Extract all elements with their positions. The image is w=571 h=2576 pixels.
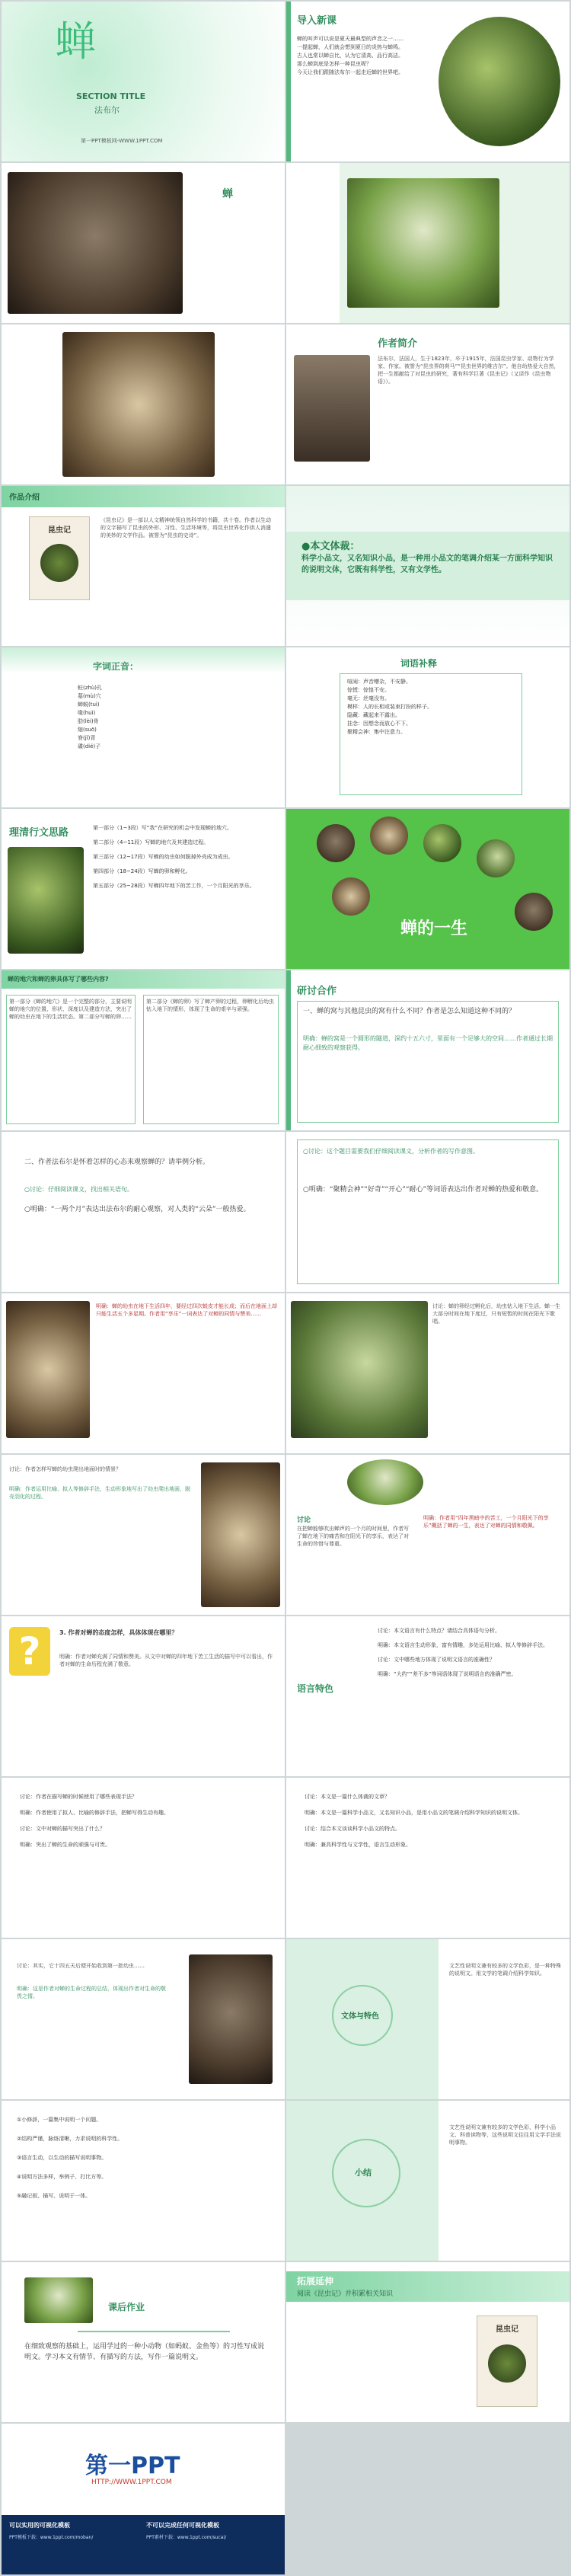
discussion-question: 讨论：作者怎样写蝉的幼虫爬出地面时的情景？ xyxy=(9,1466,121,1472)
pronunciation-list xyxy=(78,684,230,751)
list-item: 第五部分（25~28段）写蝉四年地下的苦工作，一个月阳光的享乐。 xyxy=(93,883,255,889)
slide-heading: 拓展延伸 xyxy=(297,2276,334,2287)
ad-col1-heading: 可以实用的可视化模板 xyxy=(9,2522,70,2529)
slide-heading: 导入新课 xyxy=(297,15,337,27)
list-item: 明确：突出了蝉的生命的顽强与可贵。 xyxy=(20,1842,110,1848)
header-band xyxy=(2,486,285,507)
discussion-question: 一、蝉的窝与其他昆虫的窝有什么不同？作者是怎么知道这种不同的？ xyxy=(303,1008,516,1015)
list-item: 一提起蝉，人们就会想到夏日的炎热与蝉鸣。 xyxy=(297,44,404,50)
slide-heading: 文体与特色 xyxy=(341,2012,379,2021)
ad-col1-link[interactable]: PPT模板下载：www.1ppt.com/moban/ xyxy=(9,2535,94,2540)
slide-discuss-2 xyxy=(2,1132,285,1292)
slide-cicada-leaf xyxy=(286,163,569,323)
cicada-label: 蝉 xyxy=(222,188,233,200)
list-item: 毫无：丝毫没有。 xyxy=(347,695,390,702)
discussion-question: 二、作者法布尔是怀着怎样的心态来观察蝉的？请举例分析。 xyxy=(24,1159,210,1166)
genre-heading: ●本文体裁： xyxy=(301,541,360,552)
discussion-tip: ○讨论：仔细阅读课文，找出相关语句。 xyxy=(24,1186,133,1193)
list-item: 墓(mù)穴 xyxy=(78,693,101,699)
outline-list xyxy=(93,824,276,890)
summary-body: 文艺性说明文兼有较多的文学色彩，科学小品文、科普读物等，这些说明文往往用文学手法说明事物。 xyxy=(449,2124,561,2146)
list-item: 明确：本文语言生动形象，富有情趣，多处运用比喻、拟人等修辞手法。 xyxy=(378,1642,548,1648)
slide-characteristics xyxy=(2,2101,285,2261)
cicada-photo xyxy=(189,1954,273,2084)
title-text: 蝉 xyxy=(55,18,96,66)
slide-language xyxy=(286,1616,569,1776)
section-title: SECTION TITLE xyxy=(76,91,146,101)
book-title: 昆虫记 xyxy=(496,2325,518,2334)
cicada-photo xyxy=(8,847,84,954)
homework-body: 在细致观察的基础上，运用学过的一种小动物（如蚂蚁、金鱼等）的习性写成说明文。学习本文有情节、有描写的方法，写作一篇说明文。 xyxy=(24,2343,265,2361)
technique-list xyxy=(20,1793,271,1849)
accent-bar xyxy=(286,970,291,1130)
list-item: 模样：人的长相或装束打扮的样子。 xyxy=(347,704,432,710)
slide-question xyxy=(2,970,285,1130)
author-bio: 法布尔，法国人，生于1823年，卒于1915年，法国昆虫学家、动物行为学家、作家。被誉为“昆虫界的荷马”“昆虫世界的维吉尔”。他自幼热爱大自然，把一生都献给了对昆虫的研究，著有科学巨著《昆虫记》（又译作《昆虫物语》）。 xyxy=(378,356,560,385)
list-item: 第一部分（1~3段）写“我”在研究的机会中发现蝉的地穴。 xyxy=(93,825,233,831)
stage-photo xyxy=(477,839,515,877)
cicada-photo xyxy=(8,172,183,314)
text-box xyxy=(143,995,279,1124)
list-item: 惊慌：惊惶不安。 xyxy=(347,687,390,693)
slide-cicada-photos xyxy=(2,163,285,323)
language-list xyxy=(378,1627,560,1679)
slide-title xyxy=(2,2,285,161)
genre-list xyxy=(305,1793,556,1849)
slide-question-mark xyxy=(2,1616,285,1776)
list-item: 第三部分（12~17段）写蝉的幼虫如何脱掉外壳成为成虫。 xyxy=(93,854,234,860)
discussion-answer: 明确：作者运用比喻、拟人等修辞手法，生动形象地写出了幼虫爬出地面、脱壳羽化的过程。 xyxy=(9,1486,190,1500)
slide-intro xyxy=(286,2,569,161)
stage-photo xyxy=(370,817,408,855)
list-item: 讨论：本文是一篇什么体裁的文章？ xyxy=(305,1794,390,1800)
list-item: 脊(jǐ)背 xyxy=(78,735,96,741)
list-item: ①小修辞，一篇集中说明一个问题。 xyxy=(17,2117,102,2123)
list-item: ③语言生动，以生动的描写说明事物。 xyxy=(17,2155,107,2161)
book-cover xyxy=(29,516,90,600)
stage-photo xyxy=(515,893,553,931)
extension-body: 阅读《昆虫记》并积累相关知识 xyxy=(297,2290,394,2298)
slide-genre-discuss xyxy=(286,1778,569,1938)
list-item: 古人也常以蝉自比，认为它清高、品行高洁。 xyxy=(297,53,404,59)
cicada-photo xyxy=(6,1301,90,1438)
slide-author xyxy=(286,324,569,484)
analysis-text: 讨论：蝉的卵经过孵化后，幼虫钻入地下生活。蝉一生大部分时间在地下度过，只有短暂的时间在阳光下歌唱。 xyxy=(432,1303,560,1325)
slide-homework xyxy=(2,2262,285,2422)
stage-photo xyxy=(423,824,461,862)
intro-list xyxy=(297,35,434,77)
list-item: 喧闹：声音嘈杂，不安静。 xyxy=(347,679,411,685)
list-item: 第四部分（18~24段）写蝉的卵和孵化。 xyxy=(93,868,191,874)
question-mark-icon: ? xyxy=(9,1627,50,1676)
list-item: 讨论：本文语言有什么特点？请结合具体语句分析。 xyxy=(378,1628,500,1634)
list-item: 今天让我们跟随法布尔一起走近蝉的世界吧。 xyxy=(297,69,404,75)
slide-technique xyxy=(2,1778,285,1938)
vocab-list xyxy=(347,678,515,737)
list-item: 蝉的叫声可以说是夏天最典型的声音之一…… xyxy=(297,36,404,42)
discussion-answer: 明确：蝉的窝是一个圆形的隧道，深约十五六寸，里面有一个足够大的空间……作者通过长期耐心细致的观察获得。 xyxy=(303,1035,553,1051)
lifecycle-banner: 蝉的一生 xyxy=(400,919,468,938)
list-item: 明确：兼具科学性与文学性，语言生动形象。 xyxy=(305,1842,411,1848)
list-item: 讨论：文中对蝉的描写突出了什么？ xyxy=(20,1826,105,1832)
slide-vocab xyxy=(286,647,569,807)
cicada-photo xyxy=(291,1301,428,1438)
list-item: 挂念：因想念而放心不下。 xyxy=(347,721,411,727)
list-item: ④说明方法多样，举例子、打比方等。 xyxy=(17,2174,107,2180)
slide-heading: 词语补释 xyxy=(400,658,438,669)
slide-pronunciation xyxy=(2,647,285,807)
slide-heading: 理清行文思路 xyxy=(9,827,69,839)
list-item: 蝉蜕(tuì) xyxy=(78,702,100,708)
cicada-photo xyxy=(201,1462,280,1607)
analysis-text: 明确：蝉的幼虫在地下生活四年，要经过四次蜕皮才能长成；而后在地面上却只能生活五个多星期。作者用“享乐”一词表达了对蝉的同情与赞美…… xyxy=(96,1303,277,1317)
list-item: 明确：“大约”“差不多”等词语体现了说明语言的准确严密。 xyxy=(378,1671,517,1677)
slide-discuss-3 xyxy=(286,1132,569,1292)
list-item: ⑤融记叙、描写、说明于一体。 xyxy=(17,2193,91,2199)
beetle-icon xyxy=(488,2344,526,2383)
genre-body: 文艺性说明文兼有较多的文学色彩，是一种特殊的说明文。用文学的笔调介绍科学知识。 xyxy=(449,1963,561,1977)
accent-bar xyxy=(286,2,291,161)
discussion-answer: 明确：作者用“四年黑暗中的苦工，一个月阳光下的享乐”概括了蝉的一生，表达了对蝉的同情和敬佩。 xyxy=(423,1515,549,1529)
slide-lifecycle xyxy=(286,809,569,969)
discussion-body: 在把蝉能够吹出蝉声的一个月的时间里，作者写了蝉在地下的痛苦和在阳光下的享乐，表达了对生命的珍惜与尊重。 xyxy=(297,1526,409,1547)
slide-heading: 研讨合作 xyxy=(297,986,337,997)
molting-photo xyxy=(62,332,215,477)
work-description: 《昆虫记》是一部以人文精神统领自然科学的书籍，共十卷。作者以生动的文字描写了昆虫的外形、习性、生活环境等，将昆虫世界化作供人消遣的美妙的文学作品。被誉为“昆虫的史诗”。 xyxy=(100,517,271,539)
author-name: 法布尔 xyxy=(94,105,120,115)
list-item: 喙(huì) xyxy=(78,710,96,716)
slide-heading: 课后作业 xyxy=(108,2302,145,2312)
beetle-icon xyxy=(40,544,78,582)
cicada-photo xyxy=(24,2277,93,2323)
header-band xyxy=(2,647,285,673)
list-item: ②结构严谨，脉络清晰，力求说明的科学性。 xyxy=(17,2136,123,2142)
question-body-2: 第二部分《蝉的卵》写了蝉产卵的过程，卵孵化后幼虫钻入地下的情形，体现了生命的艰辛与顽强。 xyxy=(146,999,274,1012)
slide-discuss-1 xyxy=(286,970,569,1130)
list-item: 蛀(zhù)孔 xyxy=(78,685,103,691)
cicada-photo xyxy=(439,17,560,146)
slide-discuss-4 xyxy=(286,1455,569,1615)
slide-photo-text-3 xyxy=(2,1455,285,1615)
discussion-answer: 明确：这是作者对蝉的生命过程的总结，体现出作者对生命的敬畏之情。 xyxy=(17,1986,166,1999)
discussion-question: 3. 作者对蝉的态度怎样，具体体现在哪里？ xyxy=(59,1629,178,1636)
list-item: 那么蝉到底是怎样一种昆虫呢？ xyxy=(297,61,372,67)
author-portrait xyxy=(294,355,370,462)
slide-heading: 作者简介 xyxy=(378,338,418,350)
book-title: 昆虫记 xyxy=(48,526,71,535)
genre-body: 科学小品文，又名知识小品，是一种用小品文的笔调介绍某一方面科学知识的说明文体，它既有科学性，又有文学性。 xyxy=(301,555,553,574)
discussion-tip: ○讨论：这个题目需要我们仔细阅读课文，分析作者的写作意图。 xyxy=(303,1148,479,1155)
discussion-question: 讨论：其实，它十四五天后便开始收到第一批幼虫…… xyxy=(17,1963,145,1969)
slide-heading: 字词正音： xyxy=(93,661,139,672)
discussion-answer: ○明确：“聚精会神”“好奇”“开心”“耐心”等词语表达出作者对蝉的热爱和敬意。 xyxy=(303,1186,544,1194)
book-cover xyxy=(477,2316,538,2407)
cicada-photo xyxy=(347,178,499,308)
list-item: 缩(suō) xyxy=(78,727,97,733)
list-item: 明确：作者使用了拟人、比喻的修辞手法，把蝉写得生动有趣。 xyxy=(20,1810,169,1816)
ad-col2-heading: 不可以完成任何可视化模板 xyxy=(146,2522,219,2529)
list-item: 讨论：文中哪些地方体现了说明文语言的准确性？ xyxy=(378,1657,495,1663)
brand-url: HTTP://WWW.1PPT.COM xyxy=(91,2479,172,2486)
stage-photo xyxy=(332,877,370,916)
slide-work xyxy=(2,486,285,646)
discussion-answer: ○明确：“一两个月”表达出法布尔的耐心观察，对人类的“云朵”一般热爱。 xyxy=(24,1206,250,1213)
list-item: 明确：本文是一篇科学小品文，又名知识小品，是用小品文的笔调介绍科学知识的说明文体。 xyxy=(305,1810,523,1816)
slide-molting-photo xyxy=(2,324,285,484)
list-item: 隐藏：藏起来不露出。 xyxy=(347,712,400,718)
discussion-label: 讨论 xyxy=(297,1517,311,1524)
slide-summary-discuss xyxy=(2,1939,285,2099)
list-item: 讨论：结合本文谈谈科学小品文的特点。 xyxy=(305,1826,400,1832)
divider xyxy=(78,2331,230,2332)
slide-extension xyxy=(286,2262,569,2422)
template-footer: 第一PPT模板网-WWW.1PPT.COM xyxy=(81,138,163,144)
list-item: 肋(lèi)骨 xyxy=(78,718,99,724)
characteristics-list xyxy=(17,2116,276,2200)
slide-heading: 蝉的地穴和蝉的卵具体写了哪些内容? xyxy=(8,976,109,983)
slide-genre xyxy=(286,486,569,646)
slide-heading: 作品介绍 xyxy=(9,494,40,502)
slide-photo-text-1 xyxy=(2,1293,285,1453)
list-item: 讨论：作者在描写蝉的时候使用了哪些表现手法？ xyxy=(20,1794,137,1800)
text-box xyxy=(297,1001,559,1123)
question-body: 第一部分《蝉的地穴》是一个完整的部分，主要说明蝉的地穴的位置、形状、深度以及建造方法，突出了蝉的幼虫在地下的生活状态。第二部分写蝉的卵…… xyxy=(9,999,132,1020)
brand-logo: 第一PPT xyxy=(85,2453,180,2479)
stage-photo xyxy=(317,824,355,862)
list-item: 第二部分（4~11段）写蝉的地穴及其建造过程。 xyxy=(93,839,209,845)
text-box xyxy=(297,1139,559,1284)
slide-heading: 语言特色 xyxy=(297,1683,334,1694)
slide-summary xyxy=(286,2101,569,2261)
slide-genre-features xyxy=(286,1939,569,2099)
list-item: 碟(dié)子 xyxy=(78,743,101,749)
slide-photo-text-2 xyxy=(286,1293,569,1453)
slide-ad xyxy=(2,2424,285,2574)
discussion-answer: 明确：作者对蝉充满了同情和赞美。从文中对蝉的四年地下苦工生活的描写中可以看出，作者对蝉的生命历程充满了敬意。 xyxy=(59,1654,273,1667)
slide-heading: 小结 xyxy=(355,2168,372,2178)
cicada-photo xyxy=(347,1459,423,1505)
ad-col2-link[interactable]: PPT素材下载：www.1ppt.com/sucai/ xyxy=(146,2535,227,2540)
slide-outline xyxy=(2,809,285,969)
list-item: 聚精会神：集中注意力。 xyxy=(347,729,406,735)
